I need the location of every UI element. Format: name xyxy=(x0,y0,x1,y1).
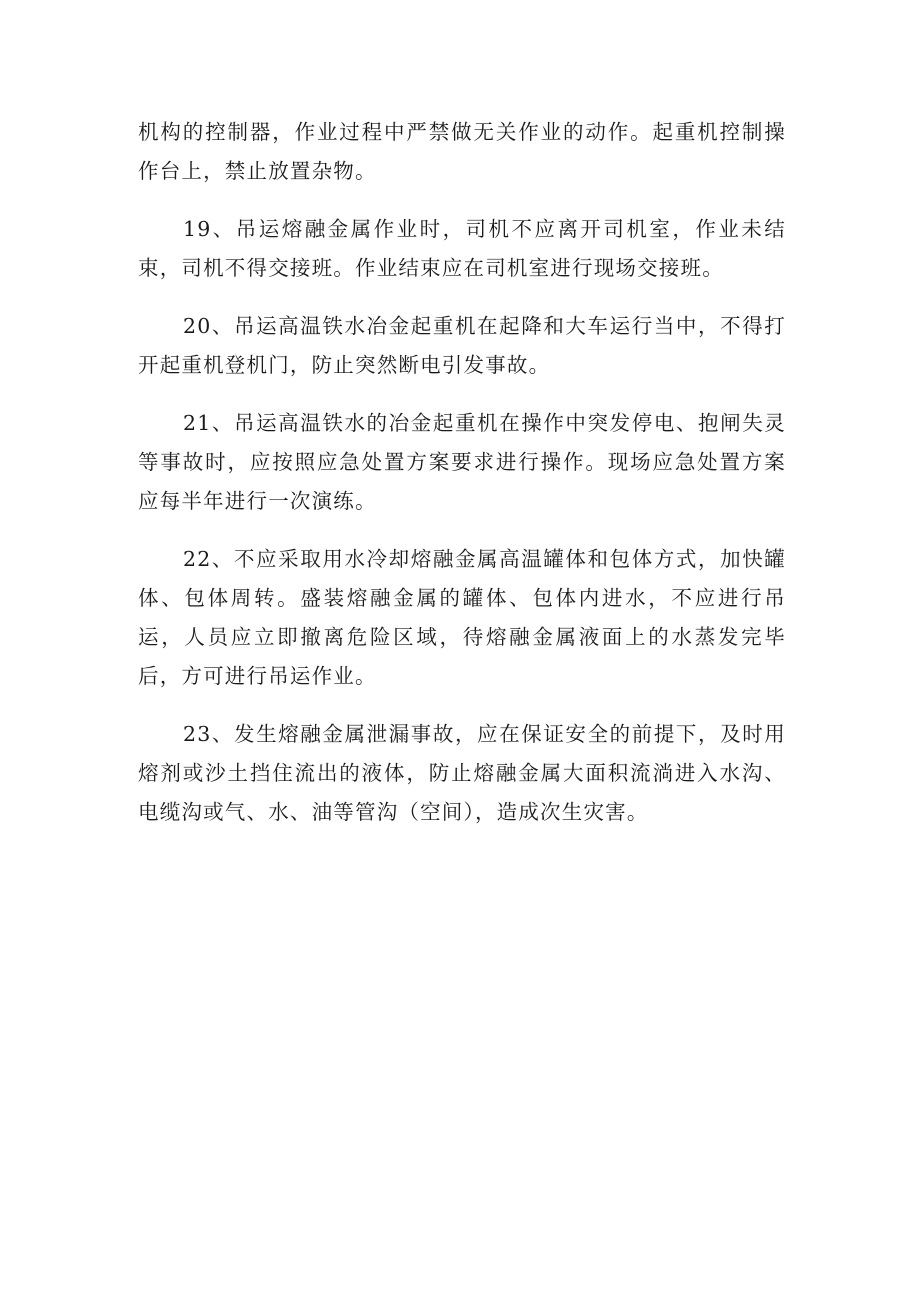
paragraph-item-22: 22、不应采取用水冷却熔融金属高温罐体和包体方式，加快罐体、包体周转。盛装熔融金属的罐体、包体内进水，不应进行吊运，人员应立即撤离危险区域，待熔融金属液面上的水蒸发完毕后，方可进行吊运作业。 xyxy=(138,547,786,688)
paragraph-item-19: 19、吊运熔融金属作业时，司机不应离开司机室，作业未结束，司机不得交接班。作业结束应在司机室进行现场交接班。 xyxy=(138,217,786,280)
paragraph-item-20: 20、吊运高温铁水冶金起重机在起降和大车运行当中，不得打开起重机登机门，防止突然断电引发事故。 xyxy=(138,314,786,377)
paragraph-item-21: 21、吊运高温铁水的冶金起重机在操作中突发停电、抱闸失灵等事故时，应按照应急处置方案要求进行操作。现场应急处置方案应每半年进行一次演练。 xyxy=(138,411,786,513)
document-body xyxy=(138,113,786,851)
paragraph-continuation: 机构的控制器，作业过程中严禁做无关作业的动作。起重机控制操作台上，禁止放置杂物。 xyxy=(138,120,786,183)
paragraph-item-23: 23、发生熔融金属泄漏事故，应在保证安全的前提下，及时用熔剂或沙土挡住流出的液体，防止熔融金属大面积流淌进入水沟、电缆沟或气、水、油等管沟（空间），造成次生灾害。 xyxy=(138,722,786,824)
